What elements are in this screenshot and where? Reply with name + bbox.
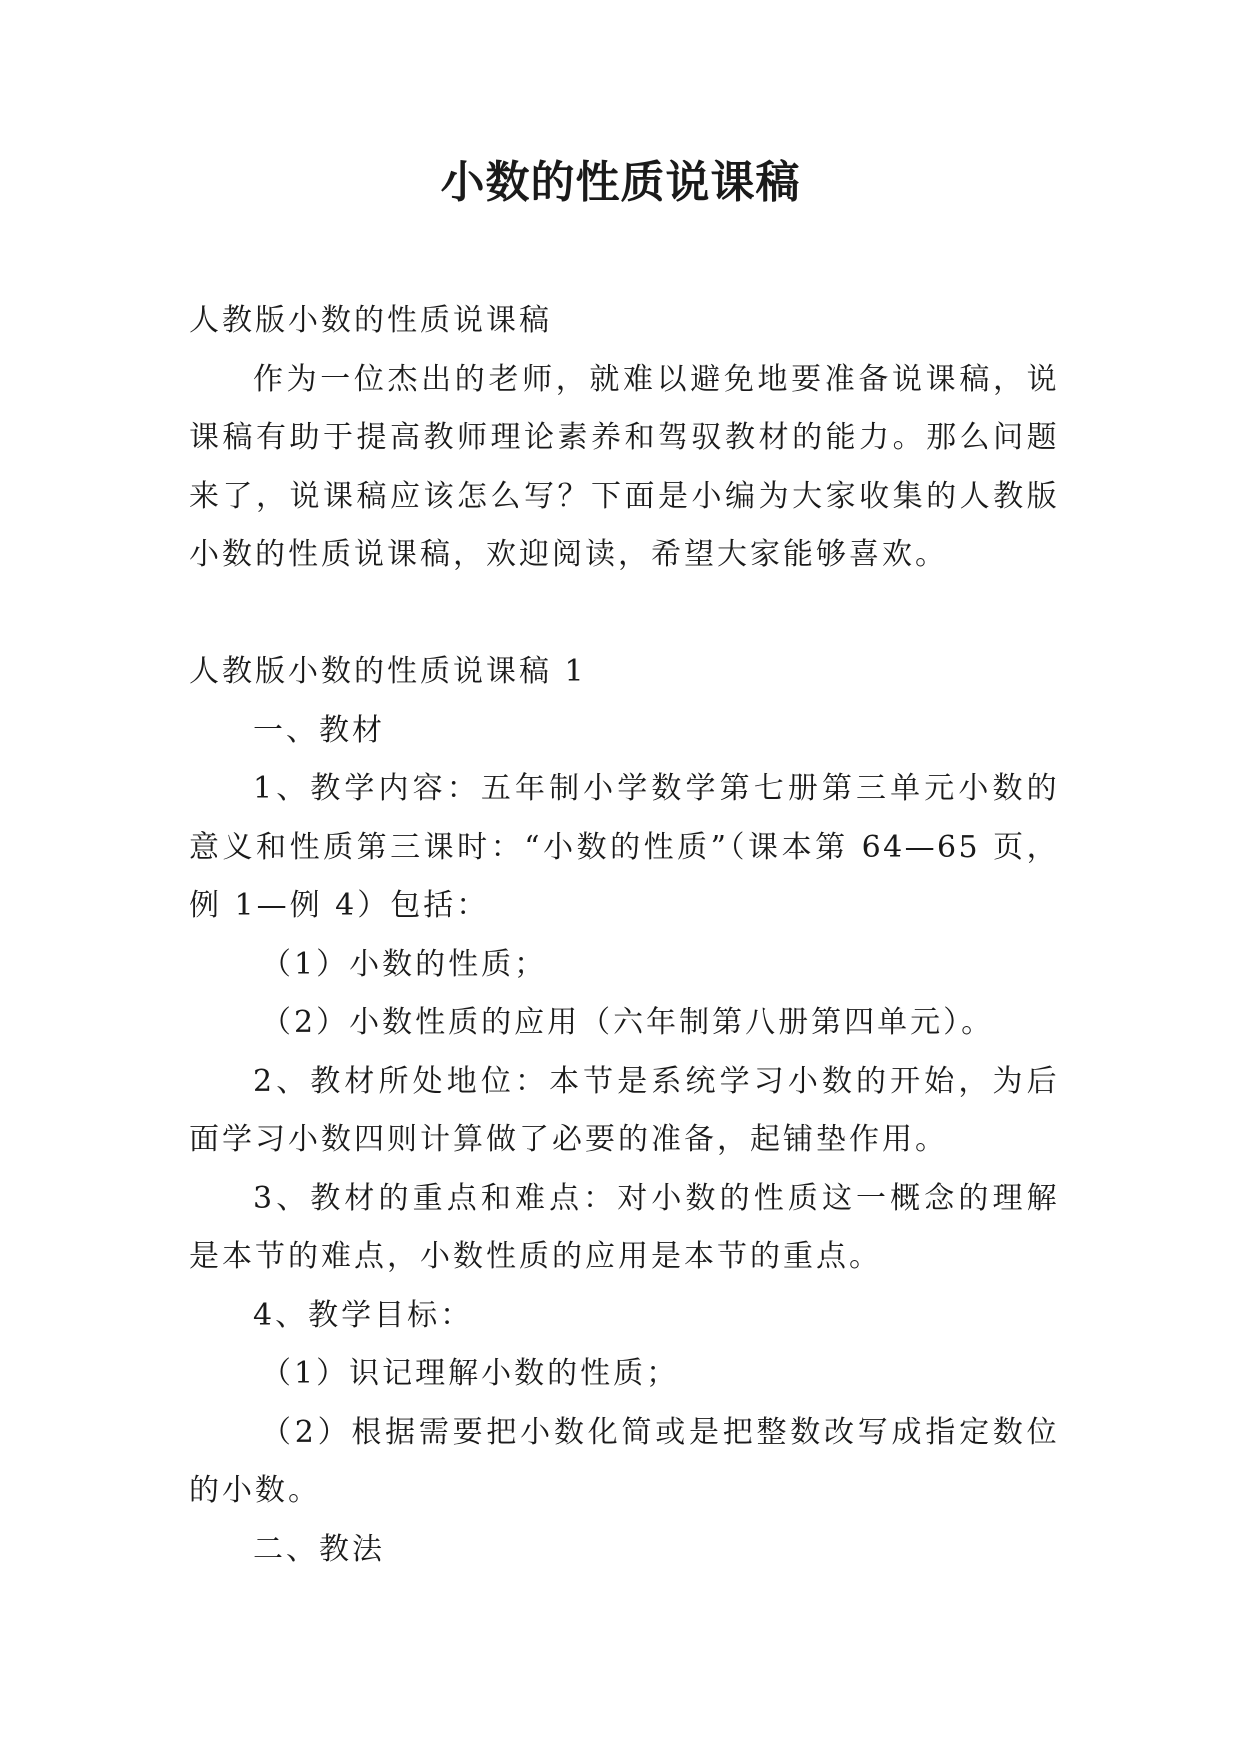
paragraph-line: 2、教材所处地位：本节是系统学习小数的开始，为后	[253, 1063, 1059, 1099]
subsection-heading: 一、教材	[253, 712, 385, 748]
document-body	[189, 292, 1059, 1579]
paragraph-line: 是本节的难点，小数性质的应用是本节的重点。	[189, 1239, 882, 1274]
list-item: （2）根据需要把小数化简或是把整数改写成指定数位	[261, 1414, 1059, 1450]
list-item: （1）小数的性质；	[261, 946, 548, 982]
subsection-heading: 二、教法	[253, 1531, 385, 1567]
paragraph-line: 意义和性质第三课时：“小数的性质”（课本第 64—65 页，	[189, 829, 1059, 865]
paragraph-line: 的小数。	[189, 1473, 321, 1508]
paragraph-line: 例 1—例 4）包括：	[189, 888, 490, 923]
paragraph-line: 4、教学目标：	[253, 1297, 474, 1333]
blank-line	[189, 585, 1059, 644]
paragraph-line: 3、教材的重点和难点：对小数的性质这一概念的理解	[253, 1180, 1059, 1216]
paragraph-line: 作为一位杰出的老师，就难以避免地要准备说课稿，说	[253, 361, 1059, 397]
intro-heading: 人教版小数的性质说课稿	[189, 303, 552, 338]
list-item: （1）识记理解小数的性质；	[261, 1356, 680, 1391]
paragraph-line: 1、教学内容：五年制小学数学第七册第三单元小数的	[253, 771, 1059, 806]
paragraph-line: 小数的性质说课稿，欢迎阅读，希望大家能够喜欢。	[189, 537, 948, 572]
paragraph-line: 面学习小数四则计算做了必要的准备，起铺垫作用。	[189, 1122, 948, 1157]
paragraph-line: 来了，说课稿应该怎么写？下面是小编为大家收集的人教版	[189, 478, 1059, 514]
list-item: （2）小数性质的应用（六年制第八册第四单元）。	[261, 1005, 995, 1040]
document-title: 小数的性质说课稿	[440, 157, 801, 208]
section-heading: 人教版小数的性质说课稿 1	[189, 654, 587, 689]
paragraph-line: 课稿有助于提高教师理论素养和驾驭教材的能力。那么问题	[189, 420, 1059, 455]
